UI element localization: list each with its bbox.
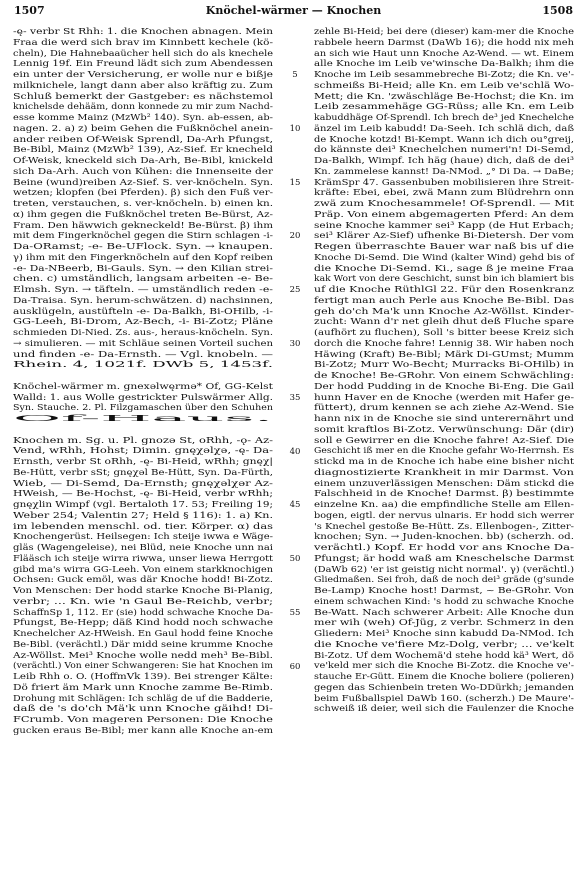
text-line: Rhein. 4, 1021f. DWb 5, 1453f. [13,360,273,371]
text-line: Bi-Zotz; Murr Wo-Becht; Murracks Bi-OHilb) in [314,360,574,371]
text-line: knochen; Syn. → Juden-knochen. bb) (scherzh. od. [314,532,575,543]
text-line: ausklügeln, austüfteln -e- Da-Balkh, Bi-OHilb, -i- [13,306,274,317]
text-line: ein unter der Versicherung, er wolle nur e bißje [13,70,273,80]
line-number: 40 [289,446,301,457]
text-line: nagen. 2. a) z) beim Gehen die Fußknöchel anein- [13,123,274,134]
text-line: Knochen m. Sg. u. Pl. gnozǝ St, oRhh, -ǫ- Az- [13,435,273,446]
text-line: Da-Traisa. Syn. herum-schwätzen. d) nachsinnen, [13,295,274,306]
text-line: uf die Knoche RüthlGl 22. Für den Rosenkranz [314,285,574,295]
text-line: Be-Bibl, Mainz (MzWb² 139), Az-Sief. Er knecheld [13,145,274,156]
text-line: alle Knoche im Leib ve'winsche Da-Balkh; ihm die [314,59,574,70]
text-line: gläs (Wagengeleise), nei Blüd, neie Knoche unn nai [13,543,274,553]
text-line: und finden -e- Da-Ernsth. — Vgl. knobeln. — [13,349,274,360]
text-line: Knoche im Leib sesammebreche Bi-Zotz; die Kn. ve'- [314,70,574,80]
text-line: schmeißs Bi-Heid; alle Kn. em Leib ve'schlä Wo- [314,80,575,91]
text-line: kabuddhäge Of-Sprendl. Ich brech de³ jed Knechelche [314,113,574,123]
text-line: (DaWb 62) 'er ist geistig nicht normal'. γ) (verächtl.) [314,564,574,575]
line-number: 15 [289,177,301,188]
text-line: Gliedern: Mei³ Knoche sinn kabudd Da-NMod. Ich [314,629,575,639]
text-line: Pfungst, Be-Hepp; däß Kind hodd noch schwache [13,618,274,629]
text-line: Beine (wund)reiben Az-Sief. S. ver-knöcheln. Syn. [13,177,273,188]
text-line: ander reiben Of-Weisk Sprendl, Da-Arh Pfungst, [13,134,274,145]
text-line: Leib Rhh o. O. (HoffmVk 139). Bei strenger Kälte: [13,672,274,682]
text-line: Fram. Den häwwich gekneckeld! Be-Bürst. β) ihm [13,220,274,231]
text-line: Ochsen: Guck emöl, was där Knoche hodd! Bi-Zotz. [13,575,273,586]
text-line: Leib zesammehäge GG-Rüss; alle Kn. em Leib [314,102,575,113]
text-line: kak Wort von dere Geschicht, sunst bin ich blamiert bis [314,274,575,285]
text-line: verbr; … Kn. wie 'n Gaul Be-Reichb, verbr; [13,596,274,607]
text-line: 's Knechel gestoße Be-Hütt. Zs. Ellenbogen-, Zitter- [314,521,575,532]
text-line: HWeish, — Be-Hochst, -ę- Bi-Heid, verbr wRhh; [13,489,274,500]
text-line: α) ihm gegen die Fußknöchel treten Be-Bürst, Az- [13,209,274,220]
text-line: sich Da-Arh. Auch von Kühen: die Innenseite der [13,166,274,177]
text-line: Be-Bibl. (verächtl.) Där midd seine krumme Knoche [13,639,273,650]
text-line: chen. c) umständlich, langsam arbeiten -e- Be- [13,274,273,285]
line-number: 5 [292,70,298,81]
text-line: Der hodd Pudding in de Knoche Bi-Eng. Die Gail [314,381,575,392]
text-line: zwä zum Knochesammele! Of-Sprendl. — Mit [314,199,575,209]
text-line: FCrumb. Von mageren Personen: Die Knoche [13,715,273,725]
right-column [314,27,574,715]
text-line: Regen überraschte Bauer war naß bis uf die [314,242,574,252]
text-line: dorch die Knoche fahre! Lennig 38. Wir haben noch [314,338,575,349]
text-line: Kn. zammelese kannst! Da-NMod. „° Di Da. → DaBe; [314,166,575,177]
text-line: Weber 254; Valentin 27; Held § 116): 1. a) Kn. [13,510,274,521]
text-line: Schluß bemerkt der Gastgeber: es nächstemol [13,91,274,102]
text-line: gnęχlin Wimpf (vgl. Bertaloth 17. 53; Freiling 19; [13,500,273,510]
text-line: Drohung mit Schlägen: Ich schläg de uf die Badderie, [13,693,273,704]
text-line: füttert), drum kennen se ach ziehe Az-Wend. Sie [314,403,575,414]
text-line: -e- Da-NBeerb, Bi-Gauls. Syn. → den Kilian strei- [13,263,274,274]
text-line: im lebenden menschl. od. tier. Körper. α) das [13,521,273,532]
text-line: Knechelcher Az-HWeish. En Gaul hodd feine Knoche [13,629,274,639]
text-line: gegen das Schienbein treten Wo-DDürkh; jemanden [314,682,575,693]
text-line: wetzen; klopfen (bei Pferden). β) sich den Fuß ver- [13,188,273,199]
text-line: soll e Gewirrer en die Knoche fahre! Az-Sief. Die [314,435,574,446]
text-line: hann nix in de Knoche sie sind unterernährt und [314,414,575,424]
text-line: Bi-Zotz. Uf dem Wochemä'd stehe hodd kä³ Wert, dö [314,650,575,661]
text-line: treten, verstauchen, s. ver-knöcheln. b) einen kn. [13,199,274,209]
text-line: gibd ma's wirra GG-Leeh. Von einem starkknochigen [13,564,274,575]
text-line: Geschicht iß mer en die Knoche gefahr Wo-Herrnsh. Es [314,446,574,457]
text-line: stauche Er-Gütt. Einem die Knoche boliere (polieren) [314,672,575,682]
text-line: GG-Leeh, Bi-Drom, Az-Bech, -i- Bi-Zotz; Pläne [13,317,273,328]
text-line: hunn Haver en de Knoche (werden mit Hafer ge- [314,392,575,403]
text-line: Flääsch ich steije wirra riwwa, unser liewa Herrgott [13,553,273,564]
text-line: Da-ORamst; -e- Be-UFlock. Syn. → knaupen. [13,242,273,252]
text-line: γ) ihm mit den Fingerknöcheln auf den Kopf reiben [13,252,274,263]
text-line: rabbele heern Darmst (DaWb 16); die hodd nix meh [314,37,575,48]
text-line: Be-Hütt, verbr sSt; gnęχǝl Be-Hütt, Syn. Da-Fürth, [13,467,274,478]
text-line: (verächtl.) Von einer Schwangeren: Sie hat Knochen im [13,661,273,672]
text-line: seine Knoche kammer sei³ Kapp (de Hut Erbach; [314,220,575,231]
text-line: Knochengerüst. Heilsegen: Ich steije iwwa e Wäge- [13,532,273,543]
text-line: Syn. Stauche. 2. Pl. Filzgamaschen über den Schuhen [13,403,273,414]
text-line: zucht: Wann d'r net gleih dhut deß Fluche spare [314,317,574,328]
text-line: diagnostizierte Krankheit in mir Darmst. Von [314,467,574,478]
text-line: Be-Lamp) Knoche host! Darmst, ~ Be-GRohr. Von [314,586,575,596]
text-line: Pfungst; är hodd waß am Kneschelsche Darmst [314,553,574,564]
line-number: 30 [289,339,301,350]
text-line: Fraa die werd sich brav im Kinnbett kechele (kö- [13,37,273,48]
text-line: Walld: 1. aus Wolle gestrickter Pulswärmer Allg. [13,392,273,403]
line-number: 50 [289,554,301,565]
text-line: verächtl.) Kopf. Er hodd vor ans Knoche Da- [314,543,575,553]
line-number: 55 [289,608,301,619]
text-line: Of-Haus. [13,414,273,424]
text-line: die Knoche ve'fiere Mz-Dolg, verbr; … ve'kelt [314,639,574,650]
text-line: mit dem Fingerknöchel gegen die Stirn schlagen -i- [13,231,274,242]
text-line: Da-Balkh, Wimpf. Ich häg (haue) dich, daß de dei³ [314,156,575,166]
text-line: an sich wie Haut unn Knoche Az-Wend. — wt. Einem [314,48,575,59]
text-line: cheln), Die Hahnebaaücher hell sich do als knechele [13,48,274,59]
text-line: stickd ma in de Knoche ich habe eine bisher nicht [314,457,575,467]
line-number: 20 [289,231,301,242]
running-head: Knöchel-wärmer — Knochen [205,4,382,17]
text-line: Elmsh. Syn. → täfteln. — umständlich reden -e- [13,285,274,295]
text-line: Falschheid in de Knoche! Darmst. β) bestimmte [314,489,574,500]
text-line: Az-Wöllst. Mei³ Knoche wolle nedd meh³ Be-Bibl. [13,650,274,661]
line-number: 45 [289,500,301,511]
text-line: → simulieren. — mit Schläue seinen Vorteil suchen [13,338,273,349]
text-line: esse komme Mainz (MzWb² 140). Syn. ab-essen, ab- [13,113,274,123]
entry-gap [13,371,273,382]
text-line: Be-Watt. Nach schwerer Arbeit: Alle Knoche dun [314,607,575,618]
text-line: Knoche Di-Semd. Die Wind (kalter Wind) gehd bis of [314,252,575,263]
text-line: Wieb, — Di-Semd, Da-Ernsth; gnęχǝlχǝr Az- [13,478,274,489]
text-line: zehle Bi-Heid; bei dere (dieser) kam-mer die Knoche [314,27,574,37]
text-line: Lennig 19f. Ein Freund lädt sich zum Abendessen [13,59,273,70]
text-line: de Knoche kotzd! Bi-Kempt. Wann ich dich ou°greij, [314,134,574,145]
text-line: somit kraftlos Bi-Zotz. Verwünschung: Där (dir) [314,424,575,435]
text-line: schmieden Di-Nied. Zs. aus-, heraus-knöcheln. Syn. [13,328,274,338]
text-line: Häwing (Kraft) Be-Bibl; Märk Di-GUmst; Mumm [314,349,574,360]
text-line: schweiß iß deier, weil sich die Faulenzer die Knoche [314,704,574,715]
entry-gap [13,425,273,436]
page-number-right: 1508 [542,4,573,17]
text-line: de Knoche! Be-GRohr. Von einem Schwächling: [314,371,575,381]
text-line: Vend, wRhh, Hohst; Dimin. gnęχǝlχǝ, -ę- Da- [13,446,274,457]
line-number-margin [284,27,306,873]
text-line: einem unzuverlässigen Menschen: Däm stickd die [314,478,575,489]
text-line: do kännste dei³ Knechelchen numeri'n! Di-Semd, [314,145,574,156]
text-line: Of-Weisk, kneckeld sich Da-Arh, Be-Bibl, knickeld [13,156,273,166]
line-number: 10 [289,123,301,134]
page-number-left: 1507 [14,4,45,17]
line-number: 25 [289,285,301,296]
text-line: Knöchel-wärmer m. gnexǝlwęrmǝ* Of, GG-Kelst [13,381,273,392]
text-line: SchaffnSp 1, 112. Er (sie) hodd schwache Knoche Da- [13,607,274,618]
text-line: einem schwachen Kind: 's hodd zu schwache Knoche [314,596,574,607]
text-line: fertigt man auch Perle aus Knoche Be-Bibl. Das [314,295,575,306]
text-line: Von Menschen: Der hodd starke Knoche Bi-Planig, [13,586,273,596]
line-number: 60 [289,661,301,672]
text-line: (aufhört zu fluchen), Soll 's bitter beese Kreiz sich [314,328,574,338]
text-line: gucken eraus Be-Bibl; mer kann alle Knoche an-em [13,725,273,736]
text-line: kräfte: Ebei, ebei, zwä Mann zum Blüdrehrn onn [314,188,574,199]
text-line: bogen, eigtl. der nervus ulnaris. Er hodd sich werrer [314,510,574,521]
text-line: Mett; die Kn. 'zwäschläge Be-Hochst; die Kn. im [314,91,575,102]
text-line: KrämSpr 47. Gassenbuben mobilisieren ihre Streit- [314,177,574,188]
text-line: daß de 's do'ch Mä'k unn Knoche gäihd! Di- [13,704,274,715]
text-line: sei³ Klärer Az-Sief) ufhenke Bi-Dietersh. Der vom [314,231,575,242]
text-line: knichelsde dehääm, donn konnede zu mir zum Nachd- [13,102,274,113]
text-line: Dö friert äm Mark unn Knoche zamme Be-Rimb. [13,682,273,693]
text-line: beim Fußballspiel DaWb 160. (scherzh.) De Maure'- [314,693,574,704]
text-line: mer wih (weh) Of-Jüg, z verbr. Schmerz in den [314,618,574,629]
text-line: ve'keld mer sich die Knoche Bi-Zotz. die Knoche ve'- [314,661,575,672]
text-line: Ernsth, verbr St oRhh, -ę- Bi-Heid, wRhh; gnęχ| [13,457,274,467]
text-line: Gliedmaßen. Sei froh, daß de noch dei³ gräde (g'sunde [314,575,574,586]
left-column [13,27,273,737]
text-line: Präp. Von einem abgemagerten Pferd: An dem [314,209,575,220]
text-line: die Knoche Di-Semd. Ki., sage ß je meine Fraa [314,263,575,274]
text-line: einzelne Kn. aa) die empfindliche Stelle am Ellen- [314,500,575,510]
text-line: geh do'ch Ma'k unn Knoche Az-Wöllst. Kinder- [314,306,575,317]
text-line: milknichele, langt dann aber also kräftig zu. Zum [13,80,273,91]
text-line: -ę- verbr St Rhh: 1. die Knochen abnagen. Mein [13,27,274,37]
line-number: 35 [289,392,301,403]
text-line: änzel im Leib kabudd! Da-Seeh. Ich schlä dich, daß [314,123,575,134]
